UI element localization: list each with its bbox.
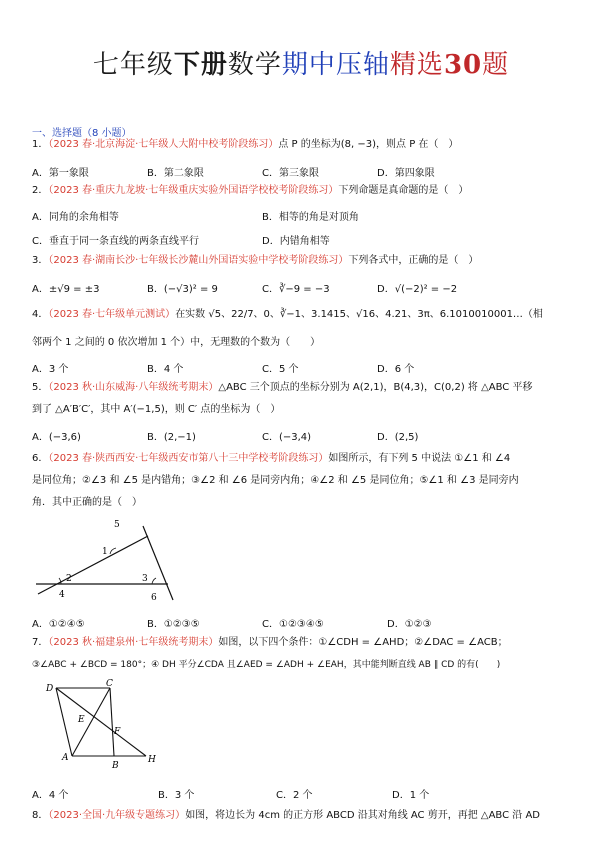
options-q1 — [32, 164, 435, 179]
question-source: （2023 秋·福建泉州·七年级统考期末） — [48, 637, 219, 648]
section-heading: 一、选择题（8 小题） — [32, 128, 132, 139]
angle-arc — [152, 578, 156, 584]
question-number: 2． — [32, 185, 49, 196]
option-a[interactable]: A．±√9 = ±3 — [32, 284, 100, 295]
question-text: 如图，将边长为 4cm 的正方形 ABCD 沿其对角线 AC 剪开，再把 △ABC 沿 AD — [185, 810, 540, 821]
figure-label: 6 — [151, 593, 157, 603]
question-source: （2023 春·北京海淀·七年级人大附中校考阶段练习） — [48, 139, 279, 150]
question-text: 下列命题是真命题的是（ ） — [338, 185, 469, 196]
option-d[interactable]: D．(2,5) — [377, 432, 419, 443]
figure-line — [110, 688, 114, 756]
figure-line — [38, 536, 148, 594]
figure-label: 1 — [102, 547, 108, 557]
figure-line — [143, 526, 173, 600]
option-c[interactable]: C．①②③④⑤ — [262, 619, 324, 630]
question-8 — [32, 809, 540, 823]
option-d[interactable]: D．内错角相等 — [262, 236, 330, 247]
question-5 — [32, 381, 532, 395]
question-7-cont: ③∠ABC + ∠BCD = 180°；④ DH 平分∠CDA 且∠AED = ∠ADH + ∠EAH，其中能判断直线 AB ∥ CD 的有( ) — [32, 660, 501, 670]
figure-label: B — [112, 761, 119, 770]
option-d[interactable]: D．√(−2)² = −2 — [377, 284, 458, 295]
title-part: 压轴 — [335, 50, 390, 80]
figure-label: 2 — [66, 574, 72, 584]
question-number: 7． — [32, 637, 49, 648]
option-c[interactable]: C．垂直于同一条直线的两条直线平行 — [32, 236, 199, 247]
option-c[interactable]: C．2 个 — [276, 790, 313, 801]
option-b[interactable]: B．(2,−1) — [147, 432, 196, 443]
title-part: 七年级 — [92, 50, 174, 80]
options-q3 — [32, 280, 457, 295]
figure-label: E — [78, 715, 85, 725]
options-q5 — [32, 428, 418, 443]
option-b[interactable]: B．相等的角是对顶角 — [262, 212, 359, 223]
option-c[interactable]: C．5 个 — [262, 364, 299, 375]
figure-label: C — [106, 679, 113, 689]
question-1 — [32, 138, 458, 152]
option-b[interactable]: B．3 个 — [158, 790, 195, 801]
title-part: 精选 — [389, 50, 444, 80]
question-number: 8． — [32, 810, 49, 821]
option-a[interactable]: A．4 个 — [32, 790, 69, 801]
question-6-cont2: 角．其中正确的是（ ） — [32, 497, 142, 508]
question-2 — [32, 184, 468, 198]
option-d[interactable]: D．6 个 — [377, 364, 415, 375]
question-text: 如图所示，有下列 5 中说法 ①∠1 和 ∠4 — [328, 453, 511, 464]
figure-label: F — [114, 727, 121, 737]
option-b[interactable]: B．①②③⑤ — [147, 619, 200, 630]
option-d[interactable]: D．第四象限 — [377, 168, 435, 179]
question-text: 下列各式中，正确的是（ ） — [348, 255, 479, 266]
trapezoid-figure — [40, 678, 160, 770]
question-number: 1． — [32, 139, 49, 150]
question-source: （2023 秋·山东威海·八年级统考期末） — [48, 382, 219, 393]
question-text: 在实数 √5、22/7、0、∛−1、3.1415、√16、4.21、3π、6.1010010001…（相 — [175, 309, 543, 320]
option-b[interactable]: B．(−√3)² = 9 — [147, 284, 218, 295]
options-q2-row2 — [32, 232, 330, 247]
option-d[interactable]: D．1 个 — [392, 790, 430, 801]
title-part: 下册 — [173, 50, 228, 80]
question-7 — [32, 636, 508, 650]
options-q2-row1 — [32, 208, 359, 223]
option-c[interactable]: C．∛−9 = −3 — [262, 284, 330, 295]
options-q4 — [32, 360, 414, 375]
question-number: 4． — [32, 309, 49, 320]
figure-label: H — [148, 755, 156, 765]
question-5-cont: 到了 △A′B′C′，其中 A′(−1,5)，则 C′ 点的坐标为（ ） — [32, 404, 281, 415]
title-part: 题 — [482, 50, 510, 80]
figure-label: 5 — [114, 520, 120, 530]
options-q7 — [32, 786, 429, 801]
options-q6 — [32, 615, 432, 630]
figure-label: 3 — [142, 574, 148, 584]
title-part: 30 — [443, 50, 483, 80]
option-a[interactable]: A．①②④⑤ — [32, 619, 85, 630]
question-6-cont: 是同位角；②∠3 和 ∠5 是内错角；③∠2 和 ∠6 是同旁内角；④∠2 和 ∠5 是同位角；⑤∠1 和 ∠3 是同旁内 — [32, 475, 519, 486]
question-source: （2023 春·陕西西安·七年级西安市第八十三中学校考阶段练习） — [48, 453, 329, 464]
question-number: 6． — [32, 453, 49, 464]
angle-figure — [28, 518, 178, 608]
figure-label: 4 — [59, 590, 65, 600]
option-d[interactable]: D．①②③ — [387, 619, 432, 630]
title-part: 期中 — [281, 50, 336, 80]
question-text: △ABC 三个顶点的坐标分别为 A(2,1)，B(4,3)，C(0,2) 将 △ABC 平移 — [218, 382, 533, 393]
option-a[interactable]: A．同角的余角相等 — [32, 212, 119, 223]
question-3 — [32, 254, 478, 268]
option-b[interactable]: B．第二象限 — [147, 168, 204, 179]
question-source: （2023 春·重庆九龙坡·七年级重庆实验外国语学校校考阶段练习） — [48, 185, 339, 196]
figure-label: D — [46, 684, 54, 694]
question-source: （2023 春·七年级单元测试） — [48, 309, 176, 320]
question-number: 3． — [32, 255, 49, 266]
document-title — [0, 44, 602, 81]
title-part: 数学 — [227, 50, 282, 80]
option-a[interactable]: A．3 个 — [32, 364, 69, 375]
option-c[interactable]: C．(−3,4) — [262, 432, 312, 443]
question-source: （2023·全国·九年级专题练习） — [48, 810, 186, 821]
question-text: 如图，以下四个条件：①∠CDH = ∠AHD；②∠DAC = ∠ACB； — [218, 637, 508, 648]
figure-label: A — [62, 753, 69, 763]
question-4 — [32, 308, 543, 322]
option-b[interactable]: B．4 个 — [147, 364, 184, 375]
option-c[interactable]: C．第三象限 — [262, 168, 319, 179]
question-source: （2023 春·湖南长沙·七年级长沙麓山外国语实验中学校考阶段练习） — [48, 255, 349, 266]
option-a[interactable]: A．(−3,6) — [32, 432, 81, 443]
question-text: 点 P 的坐标为(8, −3)，则点 P 在（ ） — [278, 139, 459, 150]
question-6 — [32, 452, 510, 466]
question-4-cont: 邻两个 1 之间的 0 依次增加 1 个）中，无理数的个数为（ ） — [32, 337, 321, 348]
option-a[interactable]: A．第一象限 — [32, 168, 89, 179]
question-number: 5． — [32, 382, 49, 393]
